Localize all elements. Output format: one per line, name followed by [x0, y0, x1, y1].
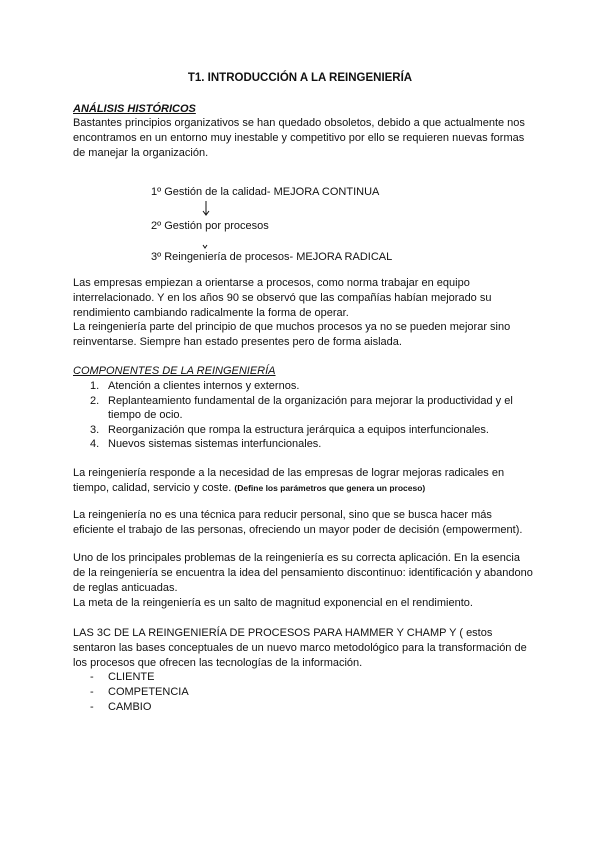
paragraph-7: LAS 3C DE LA REINGENIERÍA DE PROCESOS PARA HAMMER Y CHAMP Y ( estos sentaron las bases conceptuales de un nuevo marco metodológico para la transformación de los procesos que ofrecen las tecnologías de la información.	[73, 627, 527, 669]
componentes-list	[90, 379, 530, 452]
list-dash: -	[90, 686, 94, 698]
list-item-text: Atención a clientes internos y externos.	[108, 380, 300, 392]
list-item	[90, 700, 189, 715]
list-item-text: CAMBIO	[108, 701, 152, 713]
section-heading-historicos: ANÁLISIS HISTÓRICOS	[73, 103, 196, 115]
tres-c-list	[90, 670, 189, 715]
paragraph-3-note: (Define los parámetros que genera un proceso)	[234, 483, 426, 493]
paragraph-2: La reingeniería parte del principio de que muchos procesos ya no se pueden mejorar sino reinventarse. Siempre han estado presentes pero de forma aislada.	[73, 321, 511, 348]
paragraph-6: La meta de la reingeniería es un salto de magnitud exponencial en el rendimiento.	[73, 597, 473, 609]
flow-step-3: 3º Reingeniería de procesos- MEJORA RADICAL	[151, 251, 393, 263]
paragraph-5: Uno de los principales problemas de la reingeniería es su correcta aplicación. En la esencia de la reingeniería se encuentra la idea del pensamiento discontinuo: identificación y abandono de reglas anticuadas.	[73, 552, 533, 594]
paragraph-historicos: Bastantes principios organizativos se han quedado obsoletos, debido a que actualmente nos encontramos en un entorno muy inestable y competitivo por ello se requieren nuevas formas de manejar la organización.	[73, 117, 525, 159]
list-number: 1.	[90, 380, 100, 392]
list-item-text: Replanteamiento fundamental de la organización para mejorar la productividad y el tiempo de ocio.	[108, 394, 513, 421]
list-item	[90, 437, 530, 452]
list-item-text: COMPETENCIA	[108, 686, 189, 698]
list-item	[90, 394, 530, 423]
flow-step-2: 2º Gestión por procesos	[151, 220, 269, 232]
page-title: T1. INTRODUCCIÓN A LA REINGENIERÍA	[187, 72, 413, 84]
list-dash: -	[90, 671, 94, 683]
paragraph-1: Las empresas empiezan a orientarse a procesos, como norma trabajar en equipo interrelacionado. Y en los años 90 se observó que las compañías habían mejorado su rendimiento cambiando radicalmente la forma de operar.	[73, 277, 492, 319]
list-item	[90, 685, 189, 700]
flow-step-1: 1º Gestión de la calidad- MEJORA CONTINUA	[151, 186, 380, 198]
list-number: 2.	[90, 394, 100, 407]
paragraph-3-text: La reingeniería responde a la necesidad de las empresas de lograr mejoras radicales en tiempo, calidad, servicio y coste.	[73, 467, 505, 494]
list-item-text: CLIENTE	[108, 671, 155, 683]
arrow-tip-icon	[202, 244, 208, 250]
list-item	[90, 670, 189, 685]
paragraph-3	[73, 466, 533, 496]
list-item-text: Reorganización que rompa la estructura jerárquica a equipos interfuncionales.	[108, 423, 489, 436]
list-item	[90, 379, 530, 394]
arrow-down-icon	[201, 201, 211, 217]
list-item-text: Nuevos sistemas sistemas interfuncionales.	[108, 438, 322, 450]
list-number: 3.	[90, 423, 100, 436]
list-item	[90, 423, 530, 438]
list-dash: -	[90, 701, 94, 713]
list-number: 4.	[90, 438, 100, 450]
paragraph-4: La reingeniería no es una técnica para reducir personal, sino que se busca hacer más eficiente el trabajo de las personas, ofreciendo un mayor poder de decisión (empowerment).	[73, 509, 523, 536]
section-heading-componentes: COMPONENTES DE LA REINGENIERÍA	[73, 365, 276, 377]
